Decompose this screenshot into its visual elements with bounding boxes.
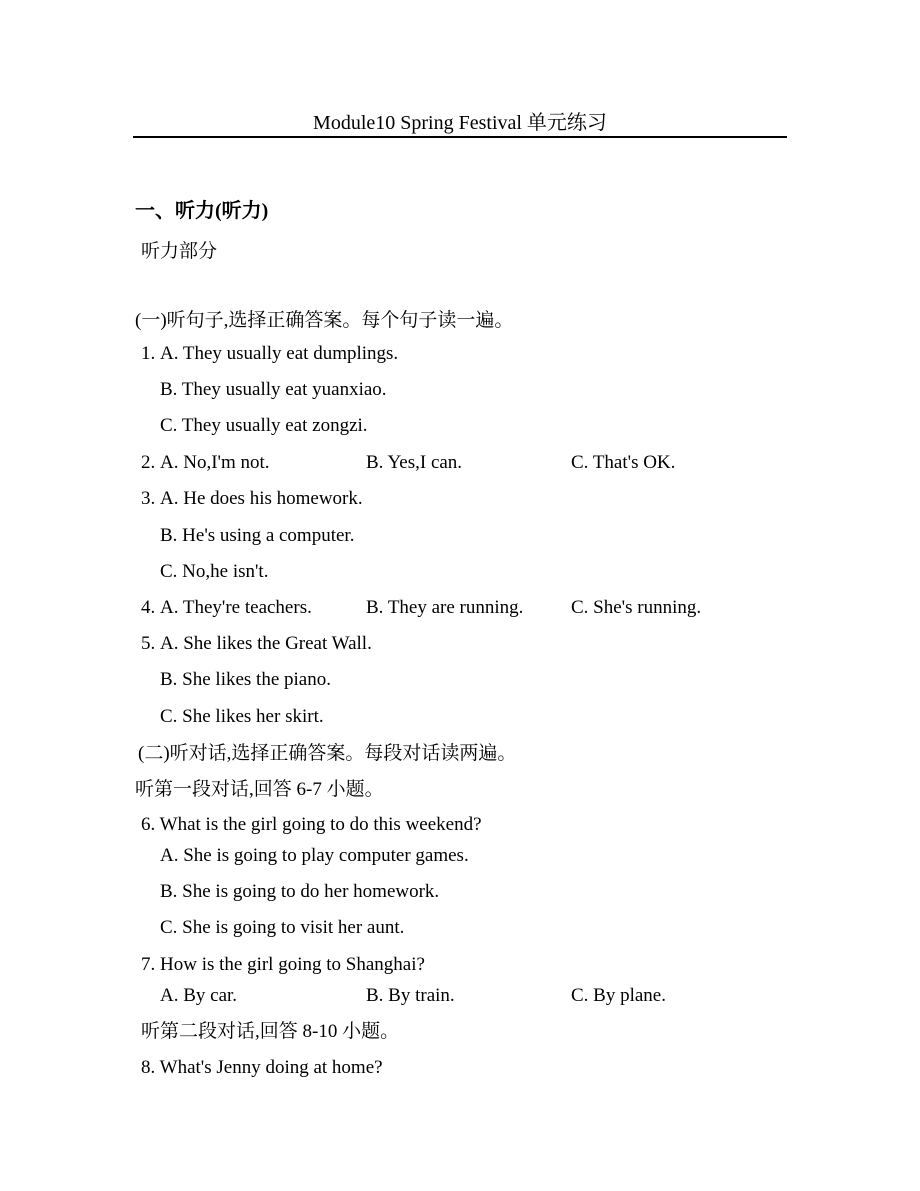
q7-option-c: C. By plane. [571, 985, 666, 1006]
q1-option-c: C. They usually eat zongzi. [160, 415, 368, 436]
q6-option-b: B. She is going to do her homework. [160, 881, 440, 902]
q6-option-c: C. She is going to visit her aunt. [160, 917, 405, 938]
q4-option-c: C. She's running. [571, 597, 702, 618]
q2-option-b: B. Yes,I can. [366, 452, 463, 473]
dialog1-instruction: 听第一段对话,回答 6-7 小题。 [135, 779, 384, 800]
question-number: 2. [141, 452, 156, 473]
part2-instruction: (二)听对话,选择正确答案。每段对话读两遍。 [138, 743, 517, 764]
question-number: 5. [141, 633, 156, 654]
q4-option-a: A. They're teachers. [160, 597, 312, 618]
q1-option-b: B. They usually eat yuanxiao. [160, 379, 387, 400]
part1-instruction: (一)听句子,选择正确答案。每个句子读一遍。 [135, 310, 514, 331]
section-subheading: 听力部分 [141, 241, 218, 262]
q7-option-b: B. By train. [366, 985, 455, 1006]
question-number: 4. [141, 597, 156, 618]
q8-stem: 8. What's Jenny doing at home? [141, 1057, 383, 1078]
q3-option-c: C. No,he isn't. [160, 561, 269, 582]
page-title: Module10 Spring Festival 单元练习 [313, 112, 607, 134]
q1-option-a: A. They usually eat dumplings. [160, 343, 399, 364]
q2-option-a: A. No,I'm not. [160, 452, 270, 473]
q5-option-a: A. She likes the Great Wall. [160, 633, 372, 654]
dialog2-instruction: 听第二段对话,回答 8-10 小题。 [141, 1021, 400, 1042]
q3-option-a: A. He does his homework. [160, 488, 363, 509]
q4-option-b: B. They are running. [366, 597, 524, 618]
question-number: 3. [141, 488, 156, 509]
q2-option-c: C. That's OK. [571, 452, 676, 473]
q6-stem: 6. What is the girl going to do this weekend? [141, 814, 482, 835]
title-divider [133, 136, 787, 138]
q5-option-c: C. She likes her skirt. [160, 706, 324, 727]
q3-option-b: B. He's using a computer. [160, 525, 355, 546]
q6-option-a: A. She is going to play computer games. [160, 845, 469, 866]
q7-option-a: A. By car. [160, 985, 238, 1006]
question-number: 1. [141, 343, 156, 364]
q7-stem: 7. How is the girl going to Shanghai? [141, 954, 425, 975]
q5-option-b: B. She likes the piano. [160, 669, 331, 690]
section-heading: 一、听力(听力) [135, 200, 269, 222]
